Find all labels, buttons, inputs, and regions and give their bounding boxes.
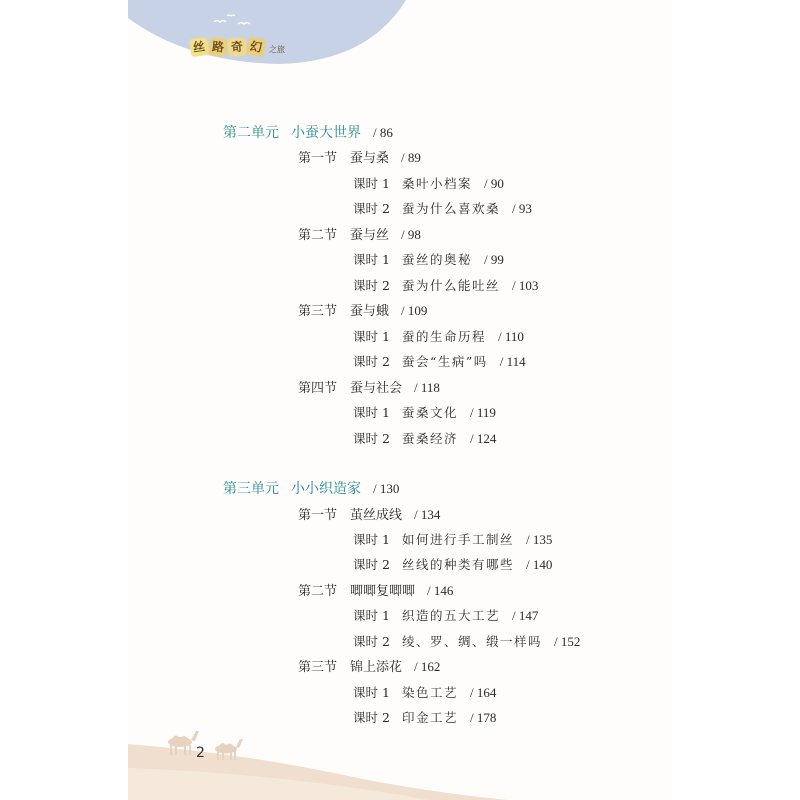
lesson-label: 课时 2 [353,634,390,649]
page-ref: / 134 [414,507,441,522]
lesson-label: 课时 1 [353,685,390,700]
section-label: 第一节 [298,508,338,523]
lesson-title: 蚕会“生病”吗 [401,354,488,369]
page-ref: / 119 [469,405,496,420]
page-ref: / 135 [525,532,553,547]
brand-char: 奇 [227,37,246,56]
lesson-title: 桑叶小档案 [401,176,472,191]
page-ref: / 124 [469,431,497,446]
page-ref: / 110 [497,329,524,344]
unit-label: 第三单元 [223,481,279,497]
lesson-label: 课时 1 [353,405,390,420]
toc-lesson-row[interactable] [353,557,552,574]
page-ref: / 140 [525,557,553,572]
lesson-title: 绫、罗、绸、缎一样吗 [401,634,542,649]
unit-title: 小蚕大世界 [291,125,361,141]
page-ref: / 162 [414,659,441,674]
unit-label: 第二单元 [223,125,279,141]
page-ref: / 109 [401,303,428,318]
lesson-label: 课时 2 [353,710,390,725]
lesson-label: 课时 1 [353,608,390,623]
toc-lesson-row[interactable] [353,405,496,422]
lesson-title: 蚕的生命历程 [401,329,486,344]
page-ref: / 114 [499,354,526,369]
page-ref: / 152 [553,634,581,649]
toc-lesson-row[interactable] [353,329,524,346]
lesson-title: 蚕桑经济 [401,431,458,446]
page-ref: / 103 [511,278,539,293]
page-ref: / 86 [373,125,393,140]
toc-lesson-row[interactable] [353,278,538,295]
brand-suffix: 之旅 [269,45,285,54]
lesson-title: 染色工艺 [401,685,458,700]
page-ref: / 147 [511,608,539,623]
lesson-title: 如何进行手工制丝 [401,532,514,547]
book-page [128,0,673,800]
toc-lesson-row[interactable] [353,354,526,371]
section-title: 锦上添花 [350,660,403,675]
lesson-label: 课时 2 [353,557,390,572]
lesson-title: 蚕丝的奥秘 [401,252,472,267]
page-ref: / 178 [469,710,497,725]
toc-lesson-row[interactable] [353,176,504,193]
lesson-title: 蚕为什么能吐丝 [401,278,500,293]
footer-desert-decoration [128,720,673,800]
section-title: 蚕与社会 [350,381,403,396]
page-ref: / 93 [511,201,532,216]
section-label: 第三节 [298,304,338,319]
toc-lesson-row[interactable] [353,634,580,651]
toc-section-row[interactable] [298,659,440,676]
toc-section-row[interactable] [298,150,421,167]
section-title: 蚕与蛾 [350,304,390,319]
page-number: 2 [196,745,205,761]
toc-section-row[interactable] [298,507,440,524]
lesson-title: 蚕桑文化 [401,405,458,420]
lesson-title: 丝线的种类有哪些 [401,557,514,572]
section-title: 茧丝成线 [350,508,403,523]
toc-unit-row[interactable] [223,481,399,498]
toc-section-row[interactable] [298,380,440,397]
lesson-label: 课时 2 [353,201,390,216]
lesson-label: 课时 1 [353,176,390,191]
lesson-label: 课时 2 [353,431,390,446]
page-ref: / 118 [414,380,440,395]
lesson-label: 课时 1 [353,532,390,547]
brand-char: 丝 [189,37,209,57]
section-label: 第四节 [298,381,338,396]
page-ref: / 146 [427,583,454,598]
section-label: 第三节 [298,660,338,675]
section-title: 蚕与桑 [350,151,390,166]
page-ref: / 130 [373,481,400,496]
page-ref: / 99 [483,252,504,267]
page-ref: / 90 [483,176,504,191]
toc-section-row[interactable] [298,227,421,244]
toc-section-row[interactable] [298,303,427,320]
toc-lesson-row[interactable] [353,532,552,549]
section-title: 唧唧复唧唧 [350,584,416,599]
page-ref: / 89 [401,150,421,165]
toc-lesson-row[interactable] [353,685,496,702]
section-label: 第一节 [298,151,338,166]
lesson-label: 课时 2 [353,354,390,369]
page-ref: / 164 [469,685,497,700]
toc-unit-row[interactable] [223,125,393,142]
toc-lesson-row[interactable] [353,608,538,625]
table-of-contents [128,0,673,800]
unit-title: 小小织造家 [291,481,361,497]
lesson-label: 课时 2 [353,278,390,293]
page-ref: / 98 [401,227,421,242]
brand-char: 路 [208,37,228,57]
lesson-title: 蚕为什么喜欢桑 [401,201,500,216]
brand-char: 幻 [246,37,266,57]
toc-section-row[interactable] [298,583,453,600]
lesson-title: 印金工艺 [401,710,458,725]
toc-lesson-row[interactable] [353,252,504,269]
section-label: 第二节 [298,228,338,243]
section-label: 第二节 [298,584,338,599]
section-title: 蚕与丝 [350,228,390,243]
lesson-title: 织造的五大工艺 [401,608,500,623]
lesson-label: 课时 1 [353,252,390,267]
lesson-label: 课时 1 [353,329,390,344]
toc-lesson-row[interactable] [353,431,496,448]
toc-lesson-row[interactable] [353,201,532,218]
